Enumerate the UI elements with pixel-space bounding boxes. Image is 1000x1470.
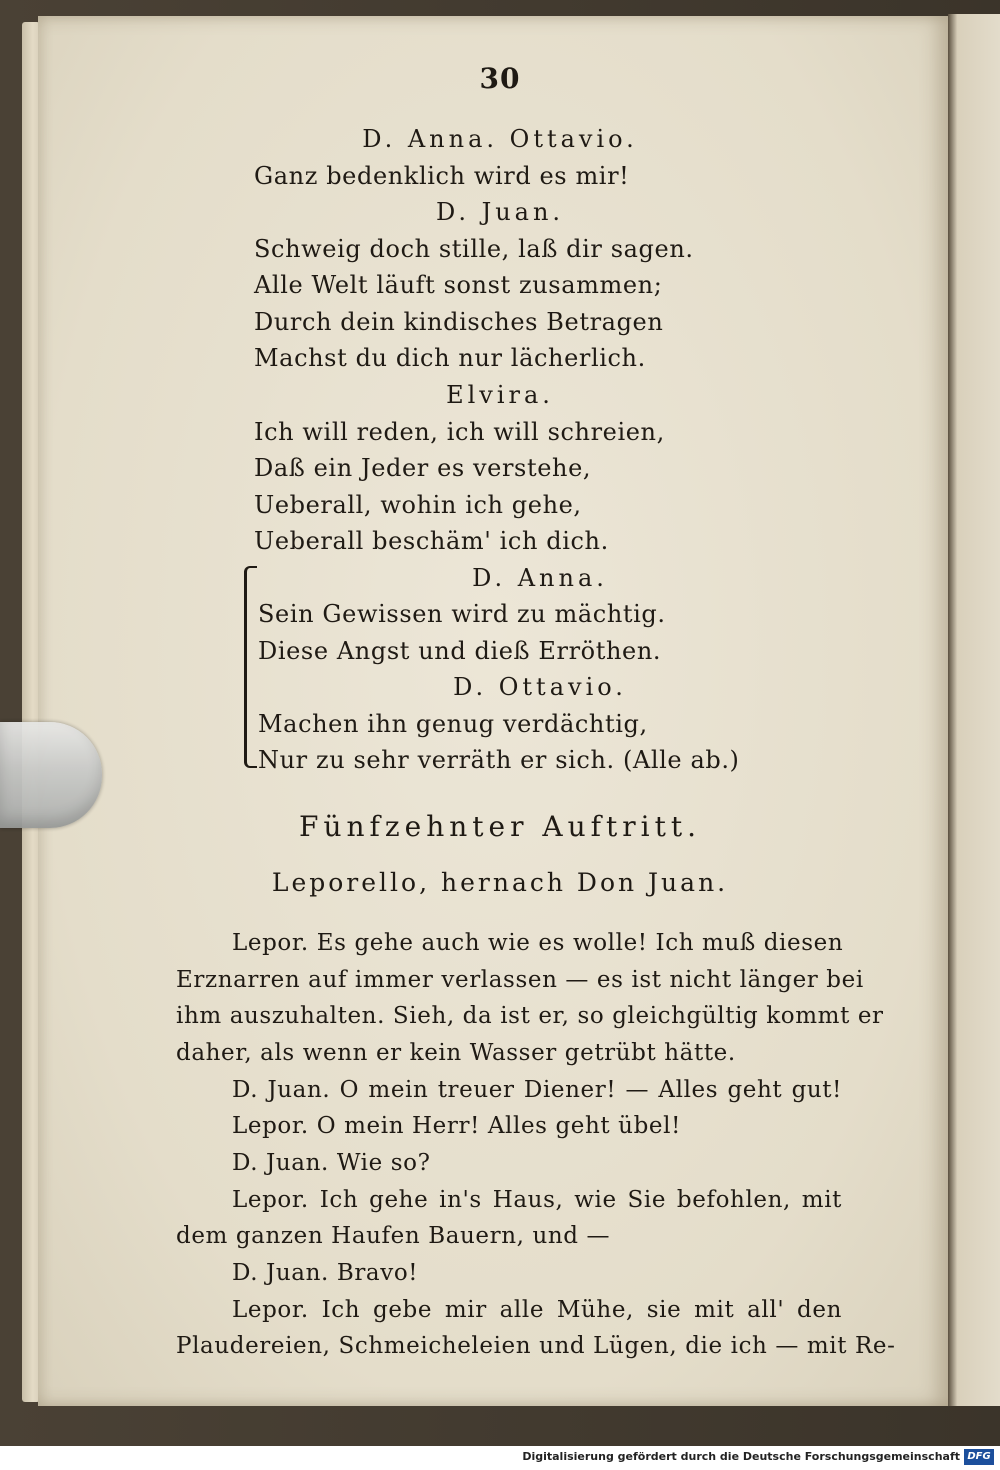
footer-bar [0, 1446, 1000, 1470]
prose-line: D. Juan. Wie so? [232, 1150, 431, 1176]
prose-line: Lepor. O mein Herr! Alles geht übel! [232, 1113, 681, 1139]
verse-line: Machen ihn genug verdächtig, [258, 710, 648, 738]
prose-line: D. Juan. O mein treuer Diener! — Alles geht gut! [232, 1077, 842, 1103]
speaker-label: D. Juan. [435, 198, 565, 226]
speaker-label: D. Ottavio. [453, 673, 627, 701]
prose-line: dem ganzen Haufen Bauern, und — [176, 1223, 611, 1249]
scene-characters: Leporello, hernach Don Juan. [271, 868, 729, 897]
speaker-label: D. Anna. Ottavio. [362, 125, 638, 153]
verse-line: Daß ein Jeder es verstehe, [254, 454, 592, 482]
verse-line: Schweig doch stille, laß dir sagen. [254, 235, 694, 263]
verse-line: Sein Gewissen wird zu mächtig. [258, 600, 666, 628]
verse-line: Nur zu sehr verräth er sich. (Alle ab.) [258, 746, 740, 774]
prose-line: Lepor. Ich gebe mir alle Mühe, sie mit all' den [232, 1297, 842, 1323]
prose-line: daher, als wenn er kein Wasser getrübt hätte. [176, 1040, 736, 1066]
verse-line: Machst du dich nur lächerlich. [254, 344, 646, 372]
speaker-label: D. Anna. [472, 564, 608, 592]
prose-line: Lepor. Ich gehe in's Haus, wie Sie befohlen, mit [232, 1187, 842, 1213]
ensemble-bracket [244, 566, 257, 768]
verse-line: Ganz bedenklich wird es mir! [254, 162, 630, 190]
footer-credit: Digitalisierung gefördert durch die Deutsche Forschungsgemeinschaft [522, 1450, 960, 1463]
prose-line: D. Juan. Bravo! [232, 1260, 419, 1286]
verse-line: Alle Welt läuft sonst zusammen; [254, 271, 663, 299]
verse-line: Ueberall, wohin ich gehe, [254, 491, 582, 519]
verse-line: Ich will reden, ich will schreien, [254, 418, 665, 446]
speaker-label: Elvira. [446, 381, 554, 409]
page-number: 30 [479, 62, 521, 95]
prose-line: ihm auszuhalten. Sieh, da ist er, so gleichgültig kommt er [176, 1003, 884, 1029]
prose-line: Erznarren auf immer verlassen — es ist nicht länger bei [176, 967, 864, 993]
verse-line: Diese Angst und dieß Erröthen. [258, 637, 662, 665]
prose-line: Lepor. Es gehe auch wie es wolle! Ich muß diesen [232, 930, 844, 956]
dfg-logo: DFG [964, 1449, 994, 1465]
verse-line: Ueberall beschäm' ich dich. [254, 527, 609, 555]
verse-line: Durch dein kindisches Betragen [254, 308, 664, 336]
scene-heading: Fünfzehnter Auftritt. [299, 810, 701, 843]
prose-line: Plaudereien, Schmeicheleien und Lügen, die ich — mit Re- [176, 1333, 896, 1359]
scan-clip [0, 722, 102, 828]
